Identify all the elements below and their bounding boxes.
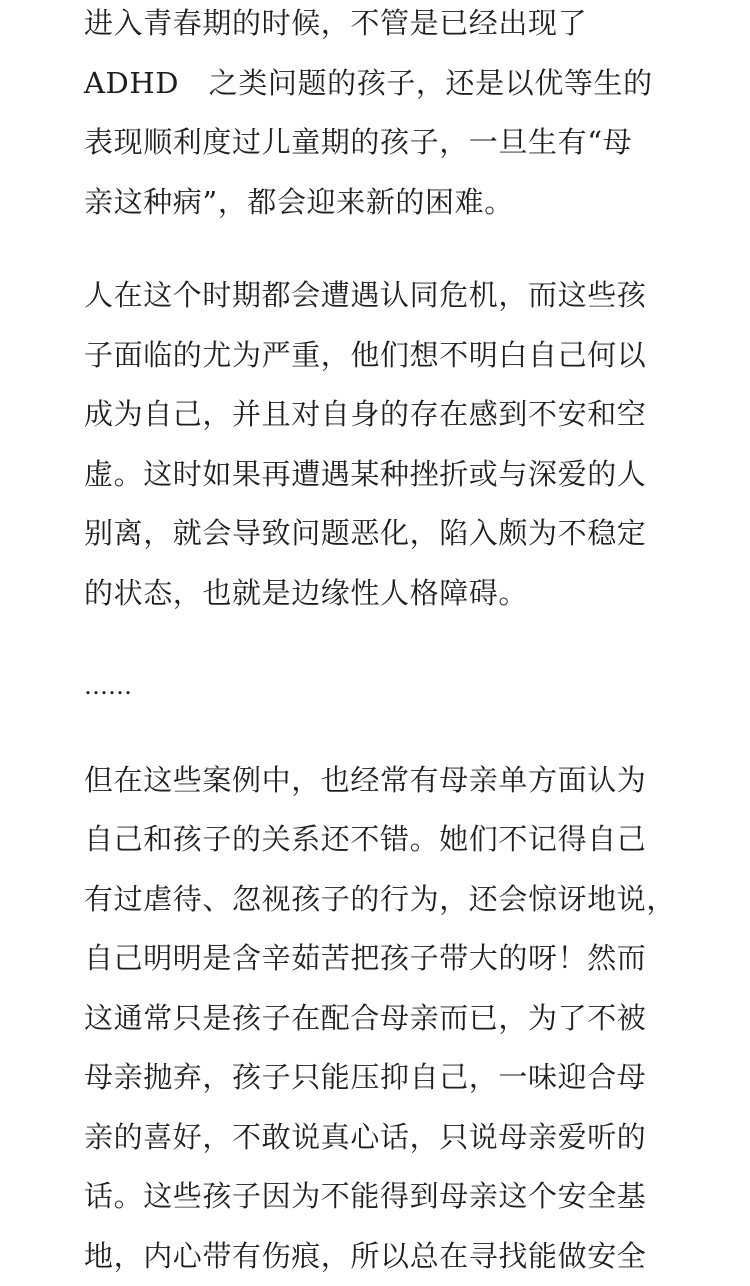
paragraph-2 xyxy=(84,266,664,623)
text-line: 进入青春期的时候，不管是已经出现了 xyxy=(84,0,664,54)
paragraph-3 xyxy=(84,751,664,1286)
text-line: 子面临的尤为严重，他们想不明白自己何以 xyxy=(84,326,664,386)
text-line: 表现顺利度过儿童期的孩子，一旦生有“母 xyxy=(84,113,664,173)
text-line: 亲的喜好，不敢说真心话，只说母亲爱听的 xyxy=(84,1108,664,1168)
text-line: 人在这个时期都会遭遇认同危机，而这些孩 xyxy=(84,266,664,326)
text-line: 母亲抛弃，孩子只能压抑自己，一味迎合母 xyxy=(84,1048,664,1108)
text-line: 但在这些案例中，也经常有母亲单方面认为 xyxy=(84,751,664,811)
paragraph-spacer xyxy=(84,232,664,266)
article-body xyxy=(84,0,664,1286)
paragraph-spacer xyxy=(84,717,664,751)
paragraph-ellipsis xyxy=(84,657,664,717)
text-line: 话。这些孩子因为不能得到母亲这个安全基 xyxy=(84,1167,664,1227)
paragraph-spacer xyxy=(84,623,664,657)
text-line: 亲这种病”，都会迎来新的困难。 xyxy=(84,173,664,233)
text-line: 地，内心带有伤痕，所以总在寻找能做安全 xyxy=(84,1227,664,1286)
ellipsis-line: …… xyxy=(84,657,664,717)
text-line: ADHD 之类问题的孩子，还是以优等生的 xyxy=(84,54,664,114)
text-line: 成为自己，并且对自身的存在感到不安和空 xyxy=(84,385,664,445)
text-line: 自己明明是含辛茹苦把孩子带大的呀！然而 xyxy=(84,929,664,989)
text-line: 虚。这时如果再遭遇某种挫折或与深爱的人 xyxy=(84,445,664,505)
text-line: 自己和孩子的关系还不错。她们不记得自己 xyxy=(84,810,664,870)
paragraph-1 xyxy=(84,0,664,232)
text-line: 别离，就会导致问题恶化，陷入颇为不稳定 xyxy=(84,504,664,564)
text-line: 的状态，也就是边缘性人格障碍。 xyxy=(84,564,664,624)
text-line: 这通常只是孩子在配合母亲而已，为了不被 xyxy=(84,989,664,1049)
text-line: 有过虐待、忽视孩子的行为，还会惊讶地说， xyxy=(84,870,664,930)
